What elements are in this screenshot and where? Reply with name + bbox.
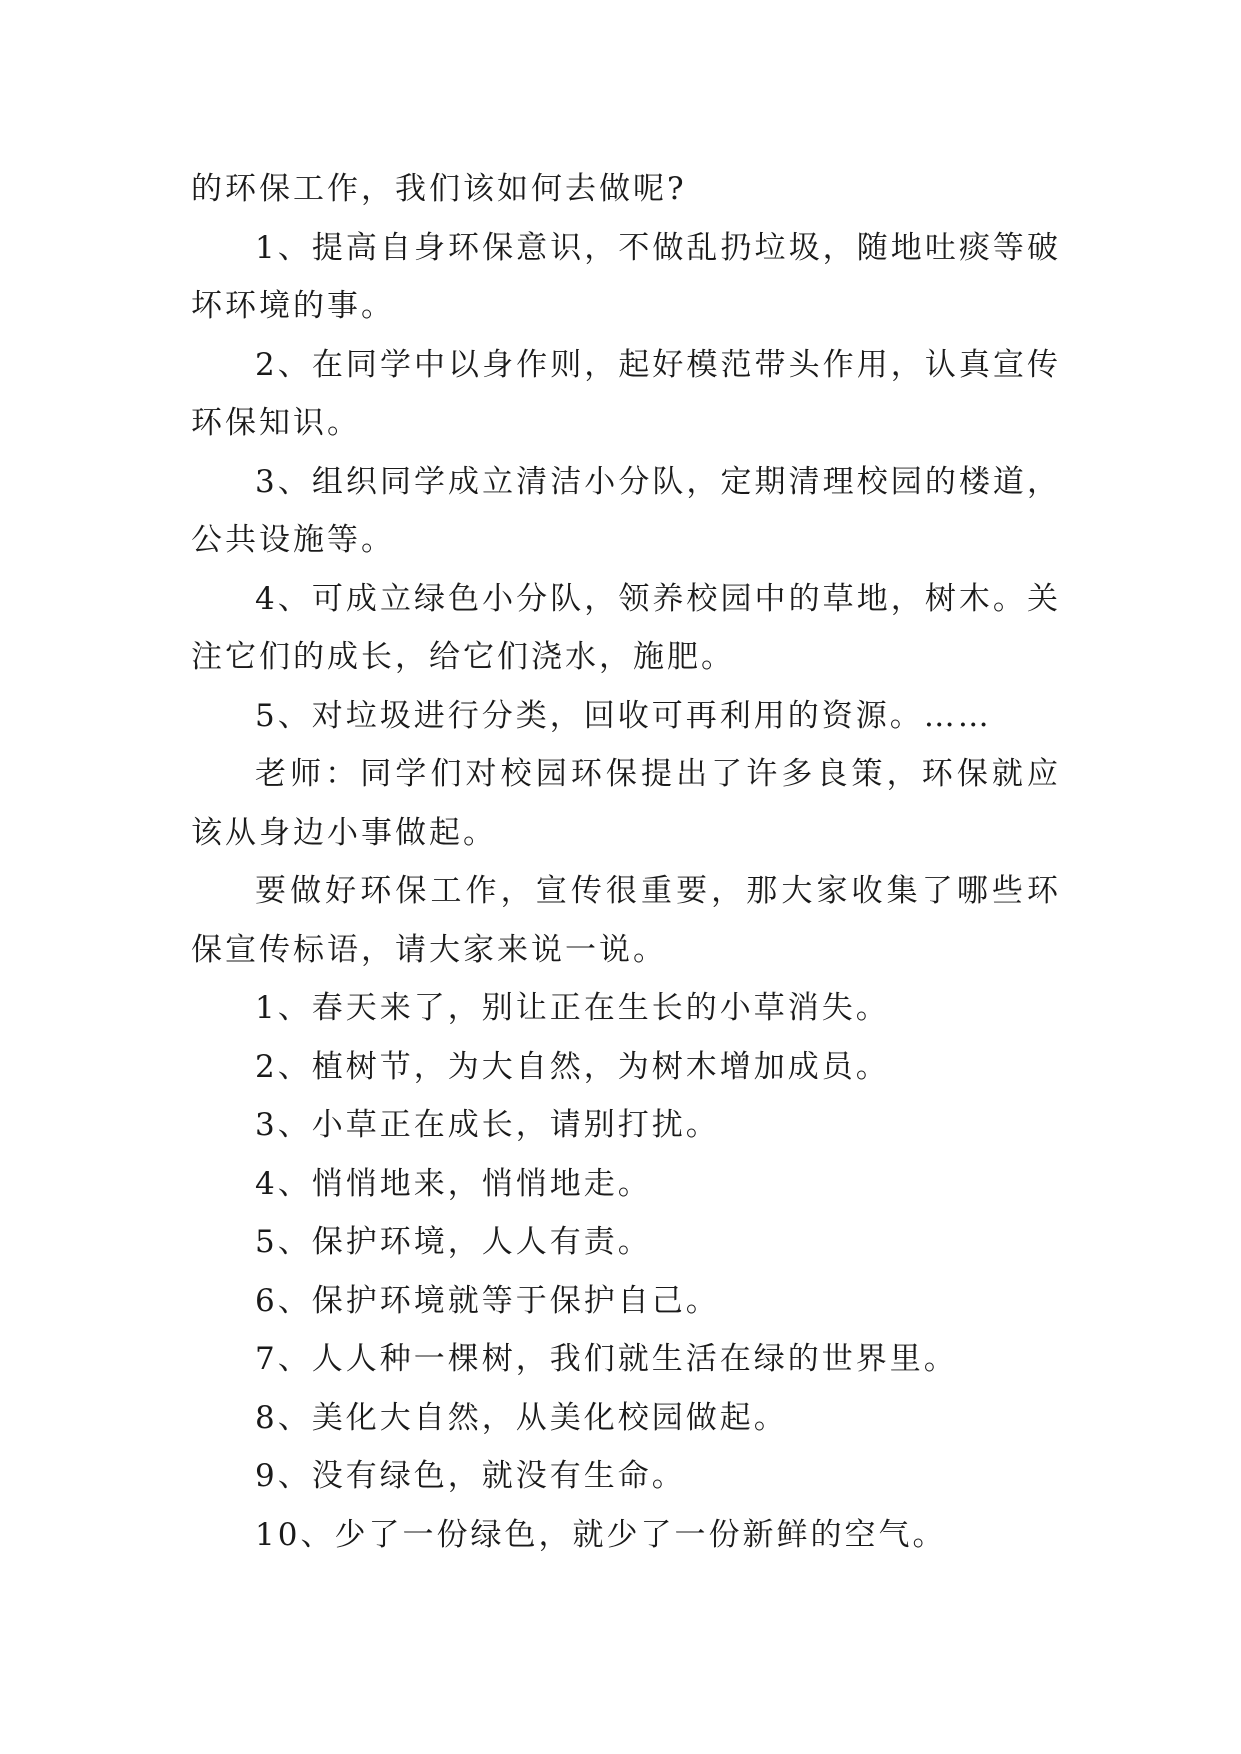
paragraph-measure-5: 5、对垃圾进行分类，回收可再利用的资源。…… <box>255 697 992 734</box>
document-body <box>191 160 1061 1564</box>
paragraph-measure-1: 1、提高自身环保意识，不做乱扔垃圾，随地吐痰等破坏环境的事。 <box>191 229 1061 324</box>
paragraph-slogan-7: 7、人人种一棵树，我们就生活在绿的世界里。 <box>255 1341 958 1377</box>
paragraph-measure-2: 2、在同学中以身作则，起好模范带头作用，认真宣传环保知识。 <box>191 346 1061 441</box>
paragraph-slogan-1: 1、春天来了，别让正在生长的小草消失。 <box>255 990 890 1026</box>
paragraph-slogan-5: 5、保护环境，人人有责。 <box>255 1224 652 1260</box>
paragraph-slogan-4: 4、悄悄地来，悄悄地走。 <box>255 1165 652 1202</box>
paragraph-slogan-3: 3、小草正在成长，请别打扰。 <box>255 1107 720 1143</box>
paragraph-slogan-intro: 要做好环保工作，宣传很重要，那大家收集了哪些环保宣传标语，请大家来说一说。 <box>191 873 1061 968</box>
paragraph-continuation: 的环保工作，我们该如何去做呢? <box>191 171 687 207</box>
paragraph-measure-3: 3、组织同学成立清洁小分队，定期清理校园的楼道，公共设施等。 <box>191 463 1061 558</box>
paragraph-slogan-6: 6、保护环境就等于保护自己。 <box>255 1282 720 1319</box>
paragraph-slogan-10: 10、少了一份绿色，就少了一份新鲜的空气。 <box>255 1516 947 1553</box>
paragraph-slogan-2: 2、植树节，为大自然，为树木增加成员。 <box>255 1048 890 1085</box>
paragraph-slogan-8: 8、美化大自然，从美化校园做起。 <box>255 1399 788 1436</box>
paragraph-teacher-remark: 老师：同学们对校园环保提出了许多良策，环保就应该从身边小事做起。 <box>191 756 1061 851</box>
paragraph-slogan-9: 9、没有绿色，就没有生命。 <box>255 1458 686 1494</box>
paragraph-measure-4: 4、可成立绿色小分队，领养校园中的草地，树木。关注它们的成长，给它们浇水，施肥。 <box>191 580 1061 675</box>
